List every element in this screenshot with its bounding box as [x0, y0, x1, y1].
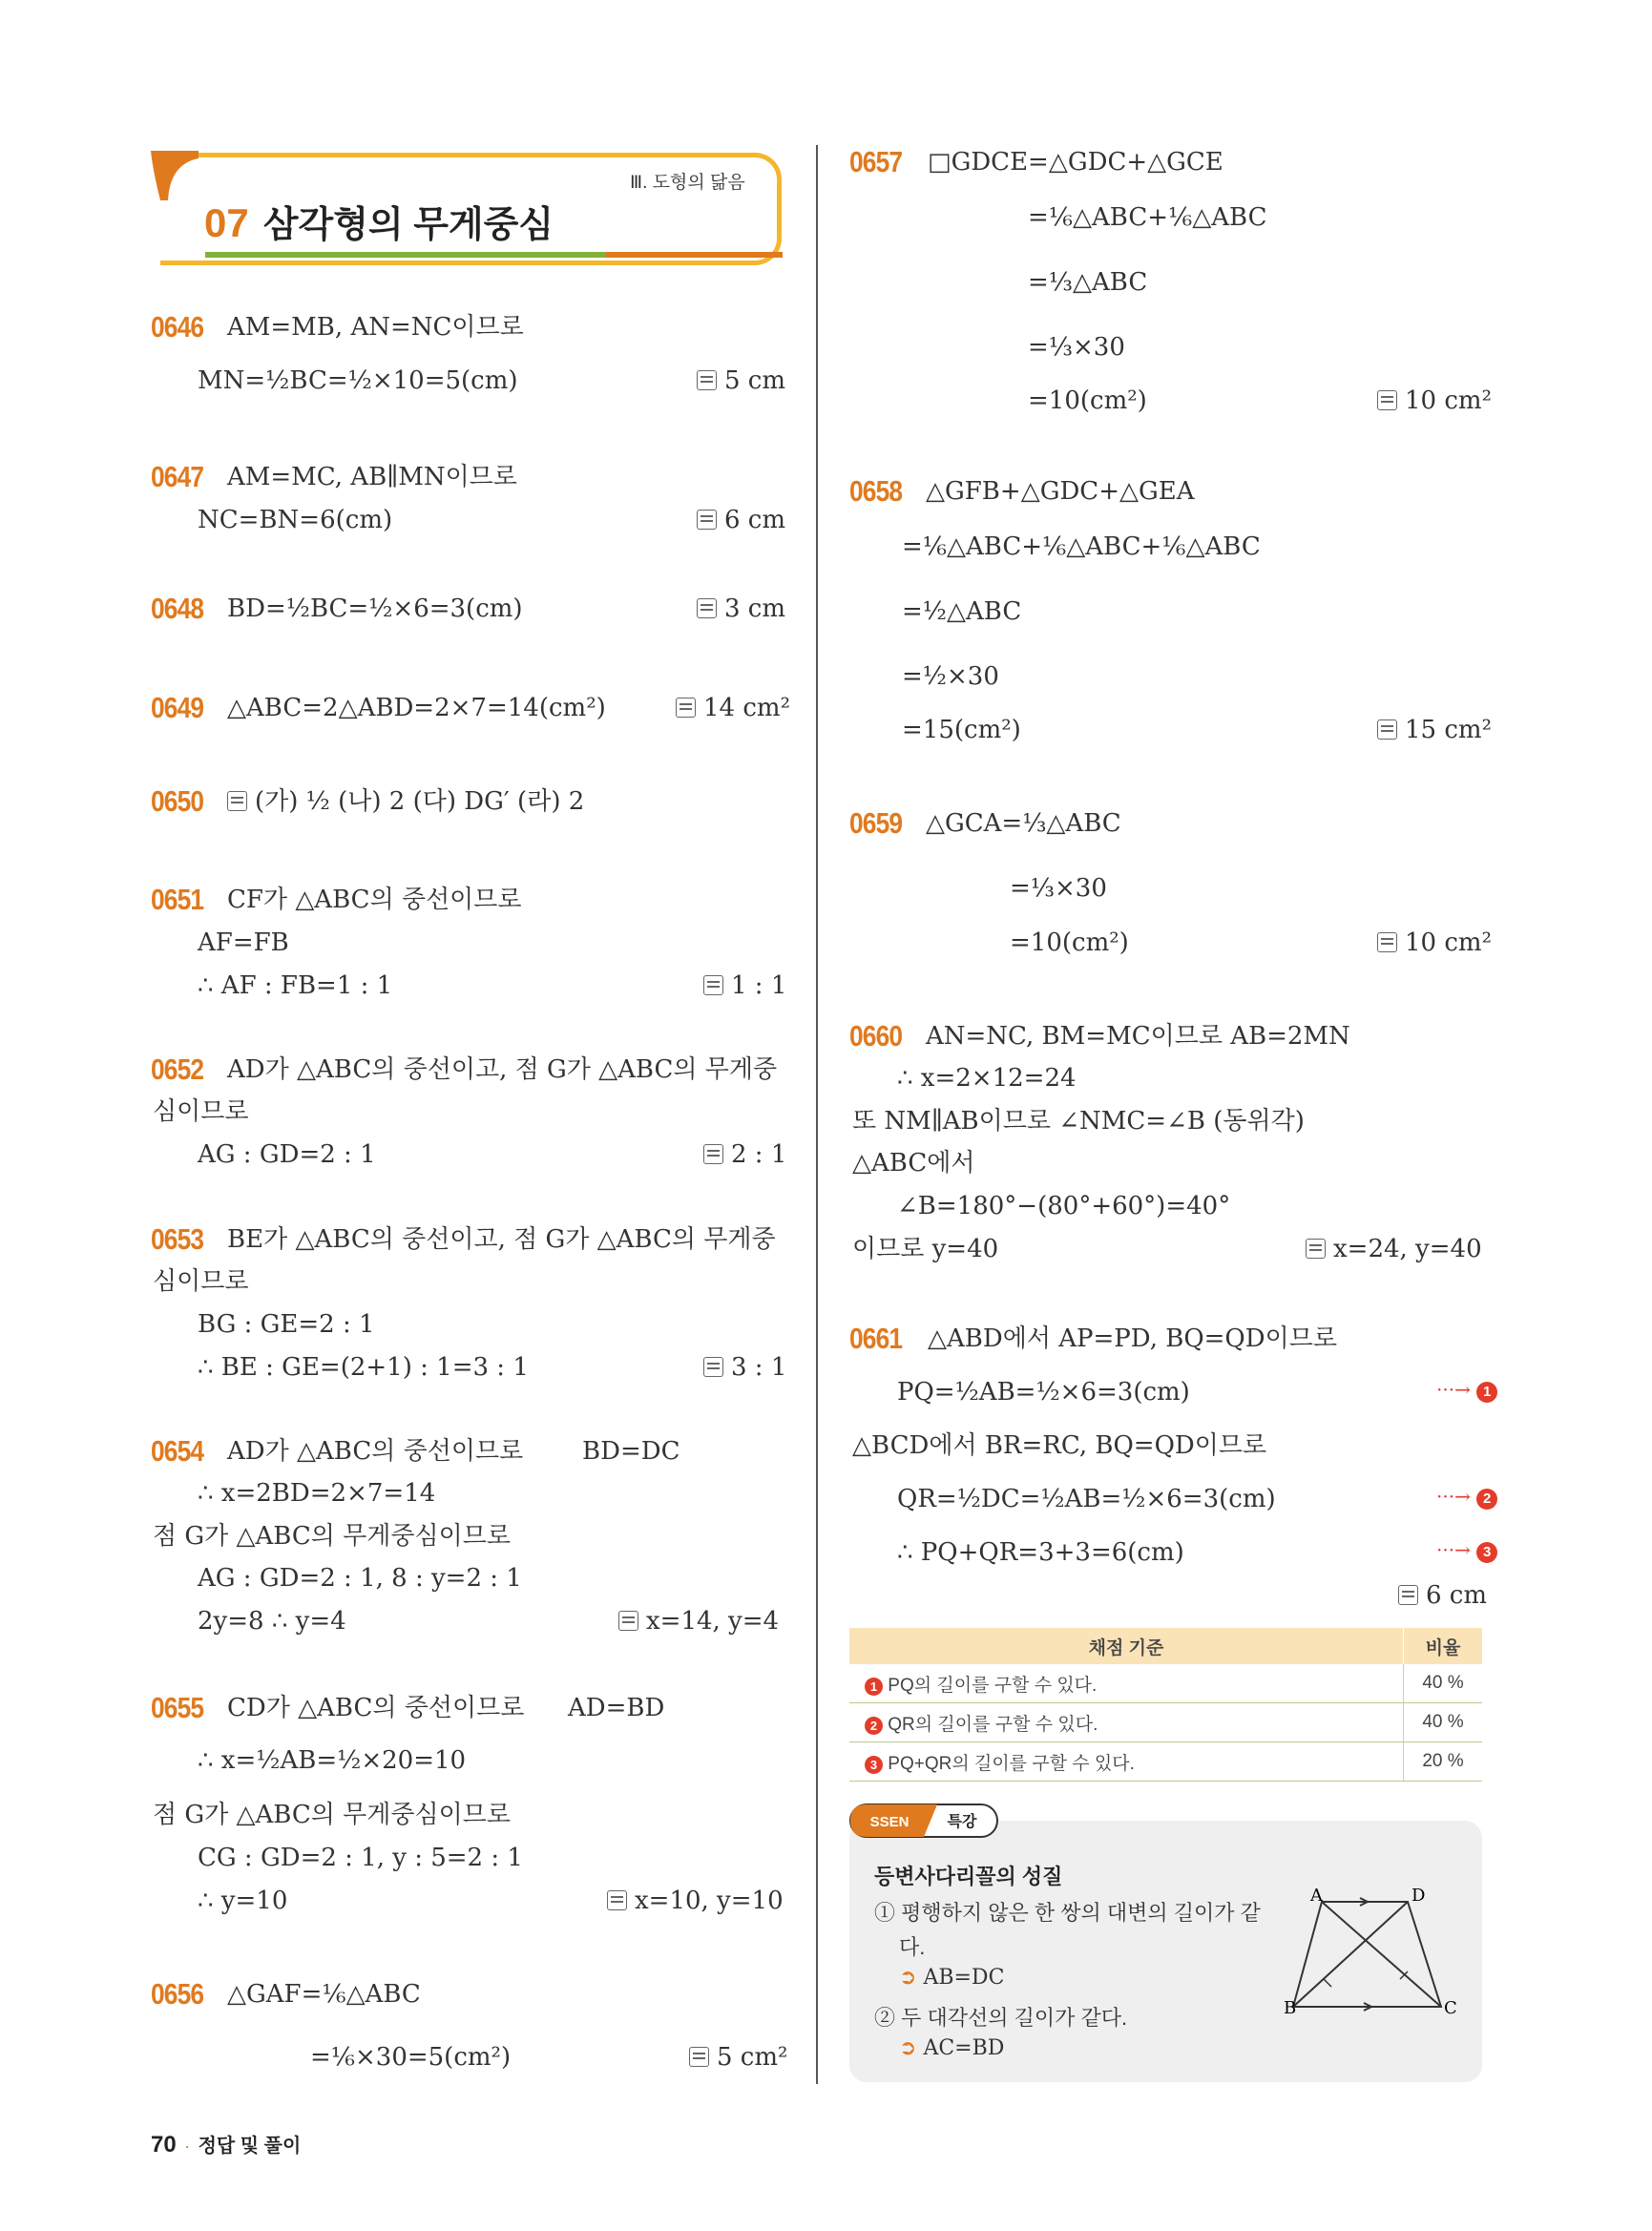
section-number: 07 — [204, 200, 249, 245]
solution-line: BD=DC — [582, 1437, 680, 1466]
answer-value: x=24, y=40 — [1333, 1235, 1482, 1263]
criteria-cell — [849, 1664, 1404, 1703]
answer-value: (가) ½ (나) 2 (다) DG′ (라) 2 — [255, 787, 585, 816]
problem-number: 0648 — [151, 592, 204, 625]
answer-value: 6 cm — [724, 506, 786, 534]
answer — [689, 2045, 787, 2070]
solution-line: △ABC에서 — [852, 1149, 975, 1178]
answer-value: 5 cm² — [717, 2043, 788, 2072]
criteria-cell — [849, 1742, 1404, 1782]
answer — [227, 789, 584, 814]
criteria-text: QR의 길이를 구할 수 있다. — [888, 1714, 1098, 1735]
answer-value: 5 cm — [724, 366, 786, 395]
solution-line: =15(cm²) — [902, 716, 1021, 744]
ratio-cell: 40 % — [1404, 1664, 1483, 1703]
arrow-icon: ➲ — [899, 1966, 917, 1990]
criteria-cell — [849, 1703, 1404, 1742]
table-row — [849, 1742, 1482, 1782]
table-row — [849, 1703, 1482, 1742]
section-heading — [204, 195, 554, 247]
answer-icon — [703, 1357, 723, 1377]
answer-icon — [1398, 1585, 1418, 1605]
page-number: 70 — [151, 2132, 177, 2158]
solution-line: △ABC=2△ABD=2×7=14(cm²) — [227, 694, 606, 722]
page-footer — [151, 2130, 301, 2158]
answer-icon — [703, 1144, 723, 1164]
solution-line: QR=½DC=½AB=½×6=3(cm) — [897, 1485, 1276, 1513]
problem-number: 0649 — [151, 691, 204, 724]
solution-line: ∴ x=2BD=2×7=14 — [198, 1479, 436, 1508]
solution-line: AD가 △ABC의 중선이므로 — [227, 1437, 524, 1466]
answer-icon — [618, 1611, 638, 1631]
ssen-special-box — [849, 1821, 1482, 2082]
solution-line: BE가 △ABC의 중선이고, 점 G가 △ABC의 무게중 — [227, 1225, 776, 1254]
title-bar-orange — [606, 252, 783, 258]
solution-line: AM=MC, AB∥MN이므로 — [227, 463, 517, 491]
solution-line: ∴ y=10 — [198, 1887, 288, 1915]
solution-line: ∴ x=½AB=½×20=10 — [198, 1746, 467, 1775]
answer-value: 10 cm² — [1405, 386, 1492, 415]
criteria-text: PQ의 길이를 구할 수 있다. — [888, 1675, 1098, 1696]
answer — [607, 1888, 784, 1913]
column-divider — [816, 145, 818, 2084]
step-badge: 3 — [865, 1756, 883, 1774]
answer — [697, 368, 785, 393]
answer — [1398, 1583, 1487, 1608]
answer — [676, 696, 790, 720]
title-corner-tab — [151, 151, 208, 204]
answer-value: x=10, y=10 — [635, 1887, 784, 1915]
solution-line: =⅓△ABC — [1028, 268, 1148, 297]
criteria-text: PQ+QR의 길이를 구할 수 있다. — [888, 1753, 1135, 1774]
answer — [697, 508, 785, 532]
solution-line: NC=BN=6(cm) — [198, 506, 393, 534]
vertex-label-d: D — [1412, 1887, 1426, 1906]
ratio-header: 비율 — [1404, 1628, 1483, 1664]
solution-line: =10(cm²) — [1028, 386, 1147, 415]
ssen-item-1-cont: 다. — [899, 1935, 926, 1959]
solution-line: AD=BD — [568, 1694, 665, 1722]
solution-line: PQ=½AB=½×6=3(cm) — [897, 1378, 1190, 1407]
answer-value: 1 : 1 — [731, 971, 787, 1000]
step-1-badge: 1 — [1476, 1382, 1497, 1403]
step-3-badge: 3 — [1476, 1542, 1497, 1563]
answer-value: x=14, y=4 — [646, 1607, 780, 1636]
problem-number: 0651 — [151, 883, 204, 916]
solution-line: 또 NM∥AB이므로 ∠NMC=∠B (동위각) — [852, 1107, 1305, 1136]
footer-label: 정답 및 풀이 — [198, 2136, 302, 2157]
step-marker-1: ···→ 1 — [1436, 1380, 1497, 1403]
solution-line: AF=FB — [198, 928, 289, 957]
title-bar-green — [205, 252, 606, 258]
solution-line: ∴ BE : GE=(2+1) : 1=3 : 1 — [198, 1353, 529, 1382]
solution-line: ∠B=180°−(80°+60°)=40° — [897, 1192, 1231, 1220]
solution-line: ∴ AF : FB=1 : 1 — [198, 971, 393, 1000]
problem-number: 0656 — [151, 1977, 204, 2011]
solution-line: =⅙△ABC+⅙△ABC+⅙△ABC — [902, 532, 1261, 561]
solution-line: =⅓×30 — [1028, 333, 1125, 362]
problem-number: 0650 — [151, 784, 204, 818]
solution-line: △GFB+△GDC+△GEA — [926, 477, 1195, 506]
solution-line: =½×30 — [902, 662, 999, 691]
answer — [618, 1609, 779, 1634]
table-row — [849, 1664, 1482, 1703]
step-marker-3: ···→ 3 — [1436, 1540, 1497, 1563]
answer-value: 6 cm — [1426, 1581, 1488, 1610]
step-marker-2: ···→ 2 — [1436, 1487, 1497, 1510]
answer-icon — [703, 975, 723, 995]
ssen-badge — [849, 1804, 998, 1838]
ssen-eq-2 — [899, 2036, 1004, 2060]
solution-line: △GAF=⅙△ABC — [227, 1980, 421, 2009]
answer — [703, 1355, 786, 1380]
solution-line: 이므로 y=40 — [852, 1235, 999, 1263]
ratio-cell: 20 % — [1404, 1742, 1483, 1782]
solution-line: 2y=8 ∴ y=4 — [198, 1607, 346, 1636]
step-badge: 1 — [865, 1678, 883, 1696]
step-badge: 2 — [865, 1717, 883, 1735]
answer-icon — [697, 370, 717, 390]
solution-line: 점 G가 △ABC의 무게중심이므로 — [153, 1522, 511, 1551]
problem-number: 0653 — [151, 1222, 204, 1256]
answer-value: 3 : 1 — [731, 1353, 787, 1382]
answer — [703, 1142, 786, 1167]
solution-line: 심이므로 — [153, 1097, 249, 1126]
solution-line: =⅓×30 — [1010, 874, 1107, 903]
solution-line: AG : GD=2 : 1 — [198, 1140, 376, 1169]
problem-number: 0652 — [151, 1053, 204, 1086]
solution-line: △BCD에서 BR=RC, BQ=QD이므로 — [852, 1431, 1267, 1460]
solution-line: BD=½BC=½×6=3(cm) — [227, 594, 523, 623]
solution-line: CF가 △ABC의 중선이므로 — [227, 886, 522, 914]
answer-icon — [697, 510, 717, 530]
solution-line: CG : GD=2 : 1, y : 5=2 : 1 — [198, 1844, 523, 1872]
answer-value: 2 : 1 — [731, 1140, 787, 1169]
step-2-badge: 2 — [1476, 1489, 1497, 1510]
ssen-badge-subtitle: 특강 — [947, 1814, 977, 1830]
solution-line: =10(cm²) — [1010, 928, 1129, 957]
vertex-label-c: C — [1444, 1998, 1457, 2018]
ratio-cell: 40 % — [1404, 1703, 1483, 1742]
solution-line: CD가 △ABC의 중선이므로 — [227, 1694, 525, 1722]
solution-line: △GCA=⅓△ABC — [926, 809, 1121, 838]
vertex-label-a: A — [1310, 1887, 1323, 1906]
solution-line: BG : GE=2 : 1 — [198, 1310, 375, 1339]
footer-dot: · — [184, 2137, 191, 2156]
solution-line: AG : GD=2 : 1, 8 : y=2 : 1 — [198, 1564, 522, 1593]
solution-line: =½△ABC — [902, 597, 1022, 626]
table-header-row — [849, 1628, 1482, 1664]
arrow-icon: ➲ — [899, 2036, 917, 2060]
solution-line: □GDCE=△GDC+△GCE — [928, 148, 1223, 177]
ssen-heading: 등변사다리꼴의 성질 — [874, 1865, 1063, 1888]
section-title: 삼각형의 무게중심 — [262, 205, 554, 245]
answer — [703, 973, 786, 998]
answer-icon — [1306, 1239, 1326, 1259]
problem-number: 0654 — [151, 1434, 204, 1468]
scoring-table — [849, 1628, 1482, 1782]
solution-line: ∴ PQ+QR=3+3=6(cm) — [897, 1538, 1184, 1567]
answer-icon — [689, 2047, 709, 2067]
problem-number: 0647 — [151, 460, 204, 493]
problem-number: 0658 — [849, 474, 903, 508]
answer — [1377, 718, 1492, 742]
answer-value: 3 cm — [724, 594, 786, 623]
answer-value: 14 cm² — [703, 694, 790, 722]
solution-line: ∴ x=2×12=24 — [897, 1064, 1077, 1093]
answer-value: 15 cm² — [1405, 716, 1492, 744]
ssen-eq-1-text: AB=DC — [923, 1966, 1005, 1990]
solution-line: =⅙×30=5(cm²) — [310, 2043, 512, 2072]
answer-icon — [697, 598, 717, 618]
answer-icon — [1377, 719, 1397, 740]
criteria-header: 채점 기준 — [849, 1628, 1404, 1664]
vertex-label-b: B — [1284, 1998, 1297, 2018]
answer-icon — [227, 791, 247, 811]
unit-tag: Ⅲ. 도형의 닮음 — [630, 173, 745, 193]
solution-line: AM=MB, AN=NC이므로 — [227, 313, 524, 342]
answer — [1306, 1237, 1482, 1261]
solution-line: =⅙△ABC+⅙△ABC — [1028, 203, 1267, 232]
ssen-eq-2-text: AC=BD — [923, 2036, 1005, 2060]
solution-line: 심이므로 — [153, 1267, 249, 1296]
answer-icon — [1377, 390, 1397, 410]
problem-number: 0646 — [151, 310, 204, 344]
answer — [697, 596, 785, 621]
solution-line: AN=NC, BM=MC이므로 AB=2MN — [926, 1022, 1350, 1051]
solution-line: AD가 △ABC의 중선이고, 점 G가 △ABC의 무게중 — [227, 1055, 778, 1084]
answer — [1377, 930, 1492, 955]
problem-number: 0659 — [849, 806, 903, 840]
ssen-item-1: ① 평행하지 않은 한 쌍의 대변의 길이가 같 — [874, 1901, 1261, 1925]
answer-icon — [676, 698, 696, 718]
solution-line: △ABD에서 AP=PD, BQ=QD이므로 — [928, 1324, 1337, 1353]
answer-icon — [607, 1890, 627, 1910]
problem-number: 0655 — [151, 1691, 204, 1724]
problem-number: 0661 — [849, 1322, 903, 1355]
answer-value: 10 cm² — [1405, 928, 1492, 957]
problem-number: 0657 — [849, 145, 903, 178]
solution-line: MN=½BC=½×10=5(cm) — [198, 366, 518, 395]
ssen-eq-1 — [899, 1966, 1004, 1990]
ssen-badge-label: SSEN — [869, 1814, 910, 1830]
answer — [1377, 388, 1492, 413]
answer-icon — [1377, 932, 1397, 952]
solution-line: 점 G가 △ABC의 무게중심이므로 — [153, 1801, 511, 1829]
ssen-item-2: ② 두 대각선의 길이가 같다. — [874, 2006, 1128, 2030]
problem-number: 0660 — [849, 1019, 903, 1053]
trapezoid-figure — [1284, 1887, 1465, 2031]
